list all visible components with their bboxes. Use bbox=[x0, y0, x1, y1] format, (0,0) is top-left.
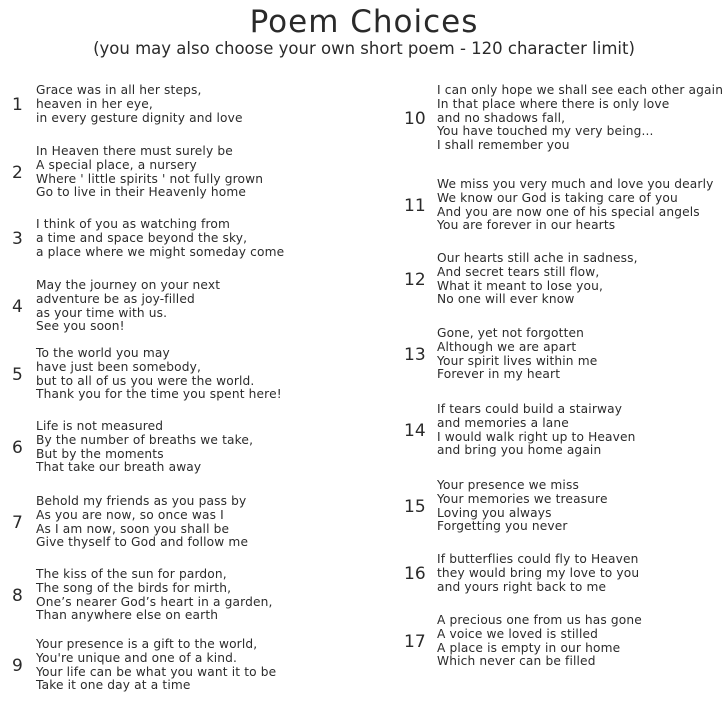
poem-line: Than anywhere else on earth bbox=[36, 608, 219, 623]
poem-text bbox=[36, 347, 282, 402]
poem-number: 5 bbox=[12, 364, 23, 385]
poem-text bbox=[36, 218, 284, 259]
poem-line: and memories a lane bbox=[437, 415, 569, 430]
poem-line: Give thyself to God and follow me bbox=[36, 535, 249, 550]
poem-line: The song of the birds for mirth, bbox=[36, 580, 232, 595]
poem-line: Gone, yet not forgotten bbox=[437, 326, 585, 340]
poem-text bbox=[437, 614, 642, 669]
poem-number: 16 bbox=[404, 563, 426, 584]
poem-line: I would walk right up to Heaven bbox=[437, 429, 636, 444]
poem-line: That take our breath away bbox=[36, 460, 202, 475]
poem-text bbox=[437, 403, 636, 458]
poem-text bbox=[437, 178, 713, 233]
poem-line: Go to live in their Heavenly home bbox=[36, 185, 247, 200]
poem-line: Where ' little spirits ' not fully grown bbox=[36, 171, 264, 186]
poem-line: and yours right back to me bbox=[437, 579, 607, 594]
poem-line: Your presence is a gift to the world, bbox=[36, 637, 258, 651]
poem-number: 3 bbox=[12, 228, 23, 249]
poem-text bbox=[437, 327, 597, 382]
poem-line: Although we are apart bbox=[437, 339, 577, 354]
poem-number: 8 bbox=[12, 585, 23, 606]
poem-line: Behold my friends as you pass by bbox=[36, 494, 247, 508]
poem-number: 11 bbox=[404, 195, 426, 216]
poem-line: adventure be as joy-filled bbox=[36, 291, 195, 306]
poem-number: 10 bbox=[404, 108, 426, 129]
poem-line: See you soon! bbox=[36, 319, 125, 334]
poem-number: 1 bbox=[12, 94, 23, 115]
poem-line: A voice we loved is stilled bbox=[437, 626, 599, 641]
poem-line: and no shadows fall, bbox=[437, 110, 566, 125]
poem-line: A special place, a nursery bbox=[36, 157, 197, 172]
poem-line: A place is empty in our home bbox=[437, 640, 621, 655]
poem-line: And secret tears still flow, bbox=[437, 264, 600, 279]
poem-line: Your memories we treasure bbox=[437, 491, 608, 506]
poem-number: 2 bbox=[12, 162, 23, 183]
poem-line: and bring you home again bbox=[437, 443, 602, 458]
poem-line: Which never can be filled bbox=[437, 654, 596, 669]
poem-line: We know our God is taking care of you bbox=[437, 190, 678, 205]
poem-line: Grace was in all her steps, bbox=[36, 83, 202, 97]
poem-line: as your time with us. bbox=[36, 305, 168, 320]
poem-line: Your presence we miss bbox=[437, 478, 579, 492]
poem-text bbox=[36, 145, 263, 200]
poem-line: If butterflies could fly to Heaven bbox=[437, 552, 639, 566]
poem-line: heaven in her eye, bbox=[36, 96, 153, 111]
poem-text bbox=[36, 495, 248, 550]
poem-line: As I am now, soon you shall be bbox=[36, 521, 230, 536]
poem-line: In Heaven there must surely be bbox=[36, 144, 233, 158]
poem-line: If tears could build a stairway bbox=[437, 402, 623, 416]
poem-line: they would bring my love to you bbox=[437, 565, 640, 580]
poem-text bbox=[437, 553, 639, 594]
poem-text bbox=[36, 84, 243, 125]
poem-line: One’s nearer God’s heart in a garden, bbox=[36, 594, 273, 609]
poem-line: To the world you may bbox=[36, 346, 170, 360]
poem-line: By the number of breaths we take, bbox=[36, 432, 254, 447]
poem-number: 15 bbox=[404, 496, 426, 517]
poem-text bbox=[437, 252, 638, 307]
poem-line: Our hearts still ache in sadness, bbox=[437, 251, 638, 265]
poem-line: Take it one day at a time bbox=[36, 678, 191, 693]
poem-line: But by the moments bbox=[36, 446, 164, 461]
poem-line: You have touched my very being... bbox=[437, 124, 654, 139]
poem-line: The kiss of the sun for pardon, bbox=[36, 567, 227, 581]
poem-line: Forever in my heart bbox=[437, 367, 561, 382]
poem-line: We miss you very much and love you dearly bbox=[437, 177, 714, 191]
poem-line: And you are now one of his special angels bbox=[437, 204, 700, 219]
poem-line: No one will ever know bbox=[437, 292, 575, 307]
poem-line: Forgetting you never bbox=[437, 519, 568, 534]
poem-line: A precious one from us has gone bbox=[437, 613, 642, 627]
poem-line: In that place where there is only love bbox=[437, 96, 670, 111]
poem-line: You are forever in our hearts bbox=[437, 218, 616, 233]
poem-line: in every gesture dignity and love bbox=[36, 110, 243, 125]
poem-line: As you are now, so once was I bbox=[36, 507, 224, 522]
page-title: Poem Choices bbox=[249, 4, 479, 40]
poem-number: 12 bbox=[404, 269, 426, 290]
poem-number: 7 bbox=[12, 512, 23, 533]
poem-line: Life is not measured bbox=[36, 419, 164, 433]
poem-text bbox=[36, 568, 273, 623]
poem-line: have just been somebody, bbox=[36, 359, 202, 374]
poem-line: but to all of us you were the world. bbox=[36, 373, 255, 388]
page-subtitle: (you may also choose your own short poem - 120 character limit) bbox=[93, 39, 635, 58]
poem-number: 6 bbox=[12, 437, 23, 458]
poem-number: 9 bbox=[12, 655, 23, 676]
poem-text bbox=[36, 420, 253, 475]
poem-number: 4 bbox=[12, 296, 23, 317]
poem-line: I think of you as watching from bbox=[36, 217, 230, 231]
poem-line: a place where we might someday come bbox=[36, 244, 285, 259]
poem-line: You're unique and one of a kind. bbox=[36, 650, 238, 665]
poem-line: Loving you always bbox=[437, 505, 552, 520]
poem-line: Your spirit lives within me bbox=[437, 353, 598, 368]
poem-line: May the journey on your next bbox=[36, 278, 221, 292]
poem-text bbox=[36, 279, 220, 334]
poem-number: 14 bbox=[404, 420, 426, 441]
poem-number: 17 bbox=[404, 631, 426, 652]
poem-line: a time and space beyond the sky, bbox=[36, 230, 248, 245]
poem-line: I can only hope we shall see each other again bbox=[437, 83, 724, 97]
poem-line: What it meant to lose you, bbox=[437, 278, 603, 293]
poem-text bbox=[36, 638, 276, 693]
poem-text bbox=[437, 84, 723, 153]
poem-line: Thank you for the time you spent here! bbox=[36, 387, 282, 402]
poem-line: I shall remember you bbox=[437, 138, 570, 153]
poem-number: 13 bbox=[404, 344, 426, 365]
poem-text bbox=[437, 479, 608, 534]
poem-line: Your life can be what you want it to be bbox=[36, 664, 277, 679]
